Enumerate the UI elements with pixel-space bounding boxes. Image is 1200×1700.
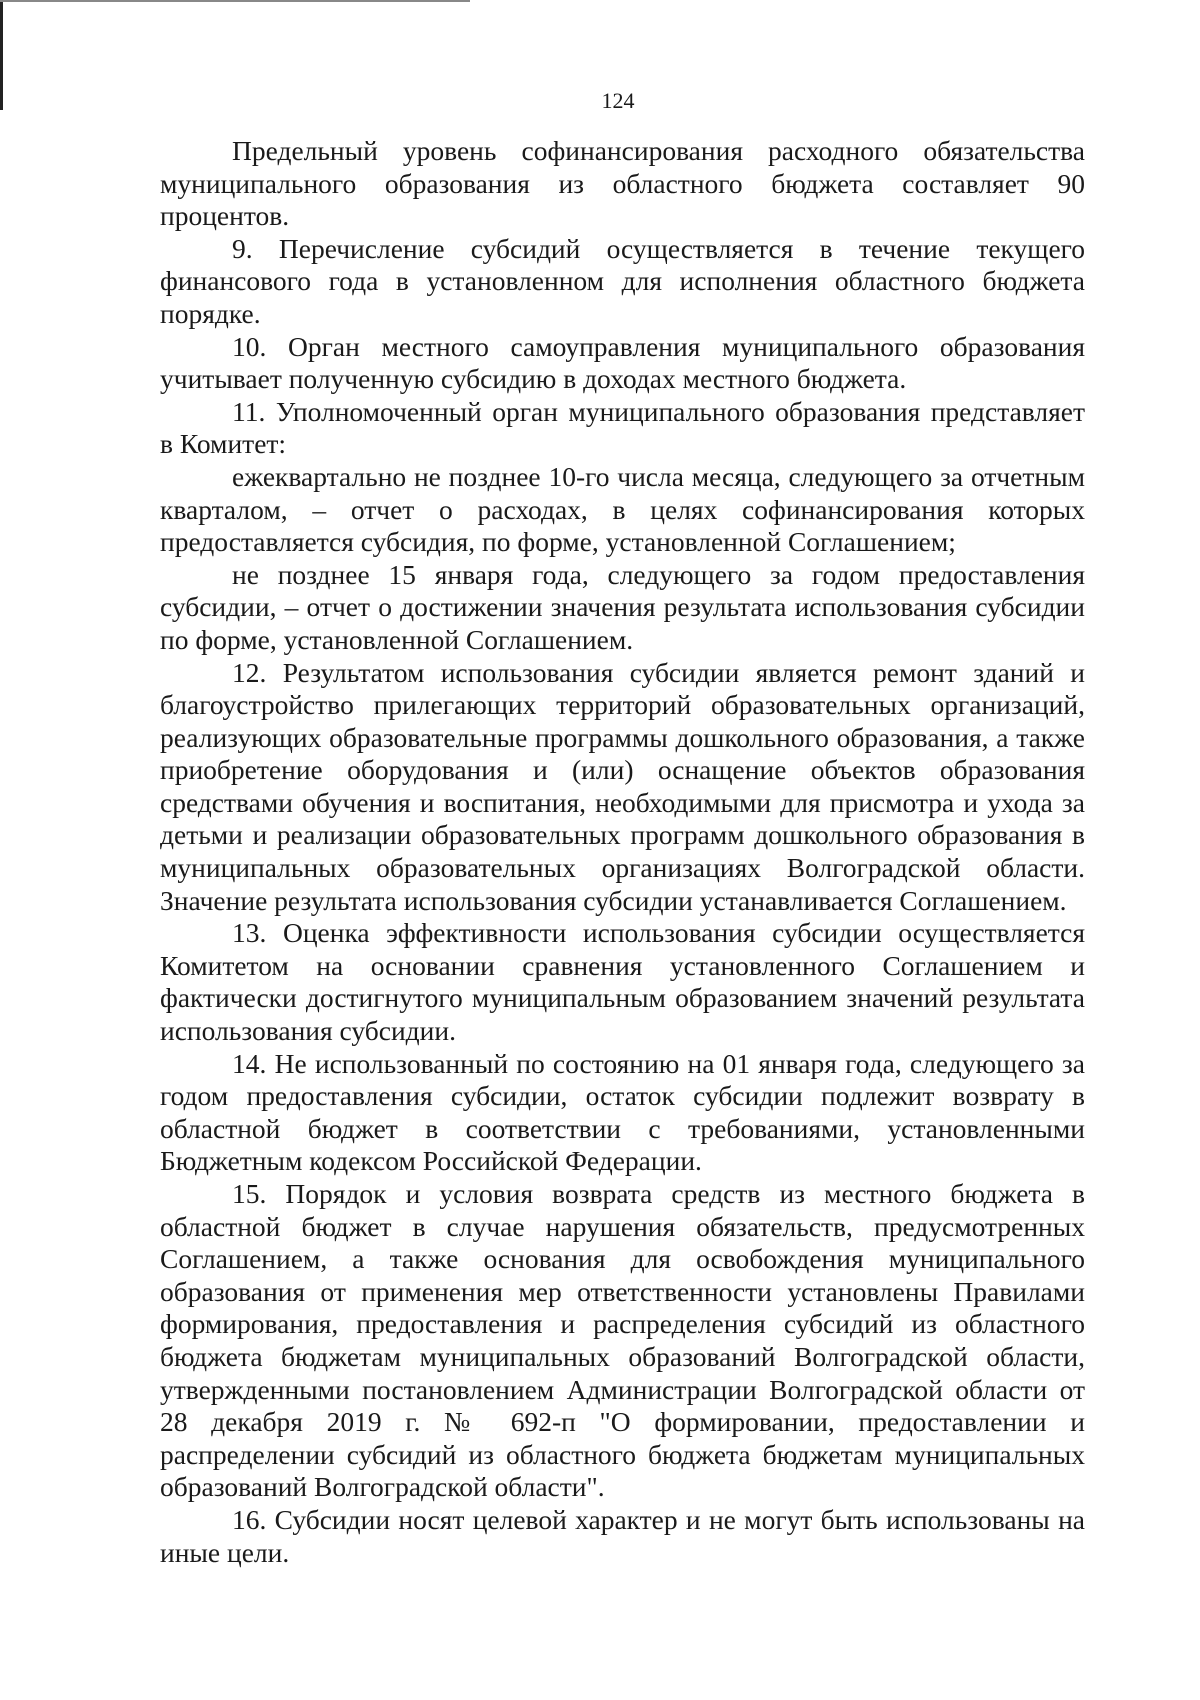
paragraph-10: 10. Орган местного самоуправления муниципального образования учитывает полученную субсидию в доходах местного бюджета. <box>160 330 1085 395</box>
paragraph-15: 15. Порядок и условия возврата средств из местного бюджета в областной бюджет в случае нарушения обязательств, предусмотренных Соглашением, а также основания для освобождения муниципального образования от применения мер ответственности установлены Правилами формирования, предоставления и распределения субсидий из областного бюджета бюджетам муниципальных образований Волгоградской области, утвержденными постановлением Администрации Волгоградской области от 28 декабря 2019 г. № 692-п "О формировании, предоставлении и распределении субсидий из областного бюджета бюджетам муниципальных образований Волгоградской области". <box>160 1178 1085 1503</box>
paragraph-12: 12. Результатом использования субсидии является ремонт зданий и благоустройство прилегающих территорий образовательных организаций, реализующих образовательные программы дошкольного образования, а также приобретение оборудования и (или) оснащение объектов образования средствами обучения и воспитания, необходимыми для присмотра и ухода за детьми и реализации образовательных программ дошкольного образования в муниципальных образовательных организациях Волгоградской области. Значение результата использования субсидии устанавливается Соглашением. <box>160 656 1085 916</box>
page-number: 124 <box>601 88 635 113</box>
paragraph-11: 11. Уполномоченный орган муниципального образования представляет в Комитет: <box>160 395 1085 460</box>
paragraph-16: 16. Субсидии носят целевой характер и не могут быть использованы на иные цели. <box>160 1503 1085 1568</box>
paragraph-11-annual-report: не позднее 15 января года, следующего за годом предоставления субсидии, – отчет о достижении значения результата использования субсидии по форме, установленной Соглашением. <box>160 558 1085 655</box>
document-body <box>160 135 1085 1569</box>
paragraph-cofinancing-level: Предельный уровень софинансирования расходного обязательства муниципального образования из областного бюджета составляет 90 процентов. <box>160 135 1085 232</box>
paragraph-13: 13. Оценка эффективности использования субсидии осуществляется Комитетом на основании сравнения установленного Соглашением и фактически достигнутого муниципальным образованием значений результата использования субсидии. <box>160 917 1085 1047</box>
paragraph-14: 14. Не использованный по состоянию на 01 января года, следующего за годом предоставления субсидии, остаток субсидии подлежит возврату в областной бюджет в соответствии с требованиями, установленными Бюджетным кодексом Российской Федерации. <box>160 1047 1085 1177</box>
paragraph-9: 9. Перечисление субсидий осуществляется в течение текущего финансового года в установленном для исполнения областного бюджета порядке. <box>160 232 1085 329</box>
paragraph-11-quarterly-report: ежеквартально не позднее 10-го числа месяца, следующего за отчетным кварталом, – отчет о расходах, в целях софинансирования которых предоставляется субсидия, по форме, установленной Соглашением; <box>160 460 1085 558</box>
scan-edge-top <box>0 0 470 2</box>
